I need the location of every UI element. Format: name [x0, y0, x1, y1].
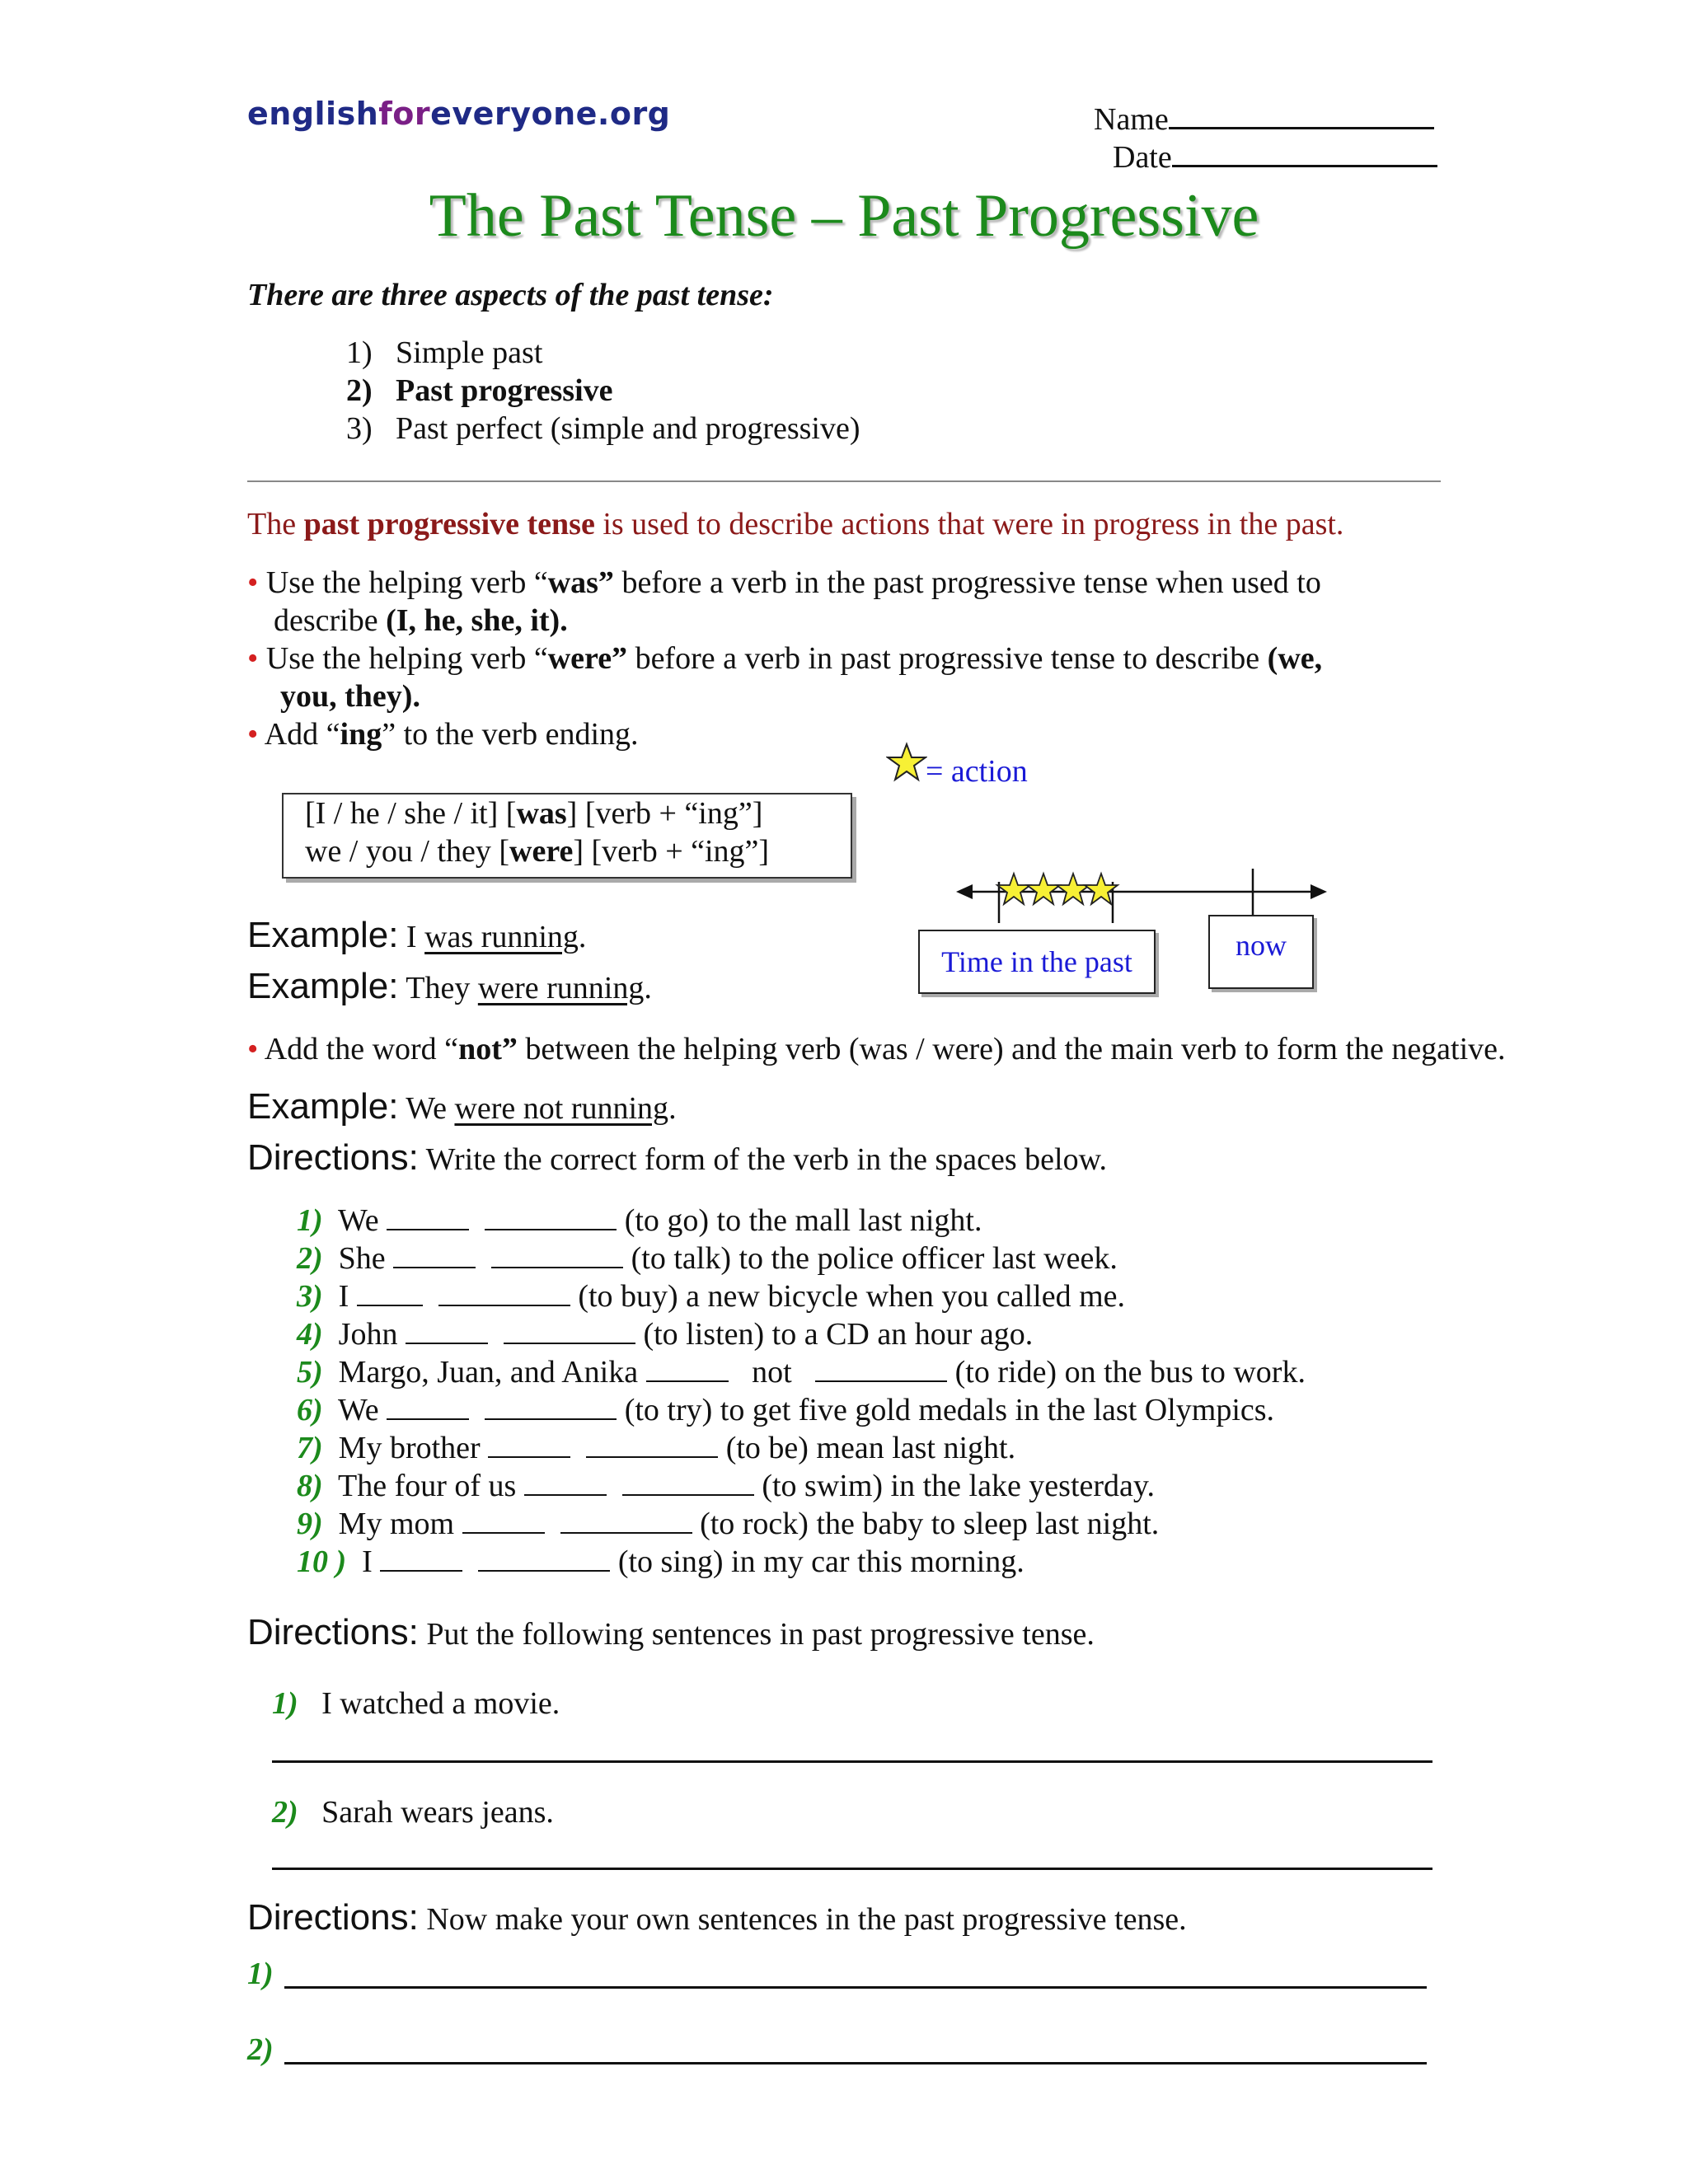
list-item: 8) The four of us (to swim) in the lake yesterday. [297, 1469, 1155, 1503]
blank-verb[interactable] [815, 1354, 947, 1382]
star-icon [997, 874, 1030, 904]
blank-helper[interactable] [406, 1316, 488, 1344]
blank-verb[interactable] [586, 1430, 718, 1458]
blank-verb[interactable] [622, 1468, 754, 1496]
formula-line-singular: [I / he / she / it] [was] [verb + “ing”] [305, 796, 763, 831]
answer-line[interactable] [272, 1760, 1432, 1763]
blank-helper[interactable] [393, 1240, 476, 1268]
blank-helper[interactable] [488, 1430, 570, 1458]
exercise-list [297, 1202, 1306, 1581]
star-icon [1027, 874, 1060, 904]
own-sentence-1: 1) [247, 1957, 274, 1991]
list-item: 1) We (to go) to the mall last night. [297, 1203, 982, 1238]
blank-helper[interactable] [524, 1468, 607, 1496]
date-field[interactable]: Date [1113, 135, 1437, 176]
list-item: 1) Simple past [346, 335, 543, 370]
answer-line[interactable] [272, 1868, 1432, 1870]
list-item: 9) My mom (to rock) the baby to sleep last night. [297, 1507, 1160, 1541]
directions-1: Directions: Write the correct form of the verb in the spaces below. [247, 1137, 1108, 1178]
legend-action: = action [926, 754, 1028, 789]
blank-verb[interactable] [485, 1392, 617, 1420]
answer-line[interactable] [284, 1986, 1427, 1989]
list-item: 3) Past perfect (simple and progressive) [346, 411, 860, 446]
page-title: The Past Tense – Past Progressive [429, 182, 1259, 250]
star-icon [1057, 874, 1090, 904]
list-item: 7) My brother (to be) mean last night. [297, 1431, 1016, 1465]
list-item: 6) We (to try) to get five gold medals in the last Olympics. [297, 1393, 1275, 1427]
blank-verb[interactable] [491, 1240, 623, 1268]
date-line [1172, 135, 1437, 167]
aspects-list [346, 334, 860, 448]
list-item: 3) I (to buy) a new bicycle when you called me. [297, 1279, 1126, 1314]
now-box: now [1208, 915, 1314, 989]
site-logo: englishforeveryone.org [247, 96, 671, 132]
star-icon [886, 742, 927, 783]
rewrite-item-1: 1) I watched a movie. [272, 1686, 560, 1721]
blank-verb[interactable] [478, 1544, 610, 1572]
blank-helper[interactable] [357, 1278, 423, 1306]
list-item: 4) John (to listen) to a CD an hour ago. [297, 1317, 1034, 1352]
list-item: 2) She (to talk) to the police officer last week. [297, 1241, 1118, 1276]
blank-helper[interactable] [387, 1392, 469, 1420]
blank-verb[interactable] [504, 1316, 635, 1344]
intro-subtitle: There are three aspects of the past tense: [247, 278, 774, 312]
name-field[interactable]: Name [1094, 97, 1434, 138]
rule-ing: • Add “ing” to the verb ending. [247, 717, 639, 752]
own-sentence-2: 2) [247, 2032, 274, 2067]
rule-was: • Use the helping verb “was” before a verb in the past progressive tense when used to describe (I, he, she, it). [247, 565, 1321, 638]
divider [247, 480, 1441, 482]
time-in-past-box: Time in the past [918, 930, 1156, 994]
timeline [956, 857, 1327, 923]
directions-2: Directions: Put the following sentences in past progressive tense. [247, 1612, 1095, 1652]
definition: The past progressive tense is used to describe actions that were in progress in the past. [247, 507, 1344, 541]
formula-line-plural: we / you / they [were] [verb + “ing”] [305, 834, 770, 869]
rule-not: • Add the word “not” between the helping verb (was / were) and the main verb to form the negative. [247, 1032, 1506, 1066]
list-item: 10 ) I (to sing) in my car this morning. [297, 1544, 1025, 1579]
example-1: Example: I was running. [247, 915, 587, 955]
rule-were: • Use the helping verb “were” before a verb in past progressive tense to describe (we, you, they). [247, 641, 1323, 714]
directions-3: Directions: Now make your own sentences in the past progressive tense. [247, 1897, 1187, 1938]
formula-box [282, 793, 852, 879]
blank-helper[interactable] [387, 1202, 469, 1230]
example-3: Example: We were not running. [247, 1086, 677, 1127]
rewrite-item-2: 2) Sarah wears jeans. [272, 1795, 554, 1830]
answer-line[interactable] [284, 2062, 1427, 2064]
list-item: 5) Margo, Juan, and Anika not (to ride) on the bus to work. [297, 1355, 1306, 1390]
list-item: 2) Past progressive [346, 373, 613, 408]
blank-helper[interactable] [646, 1354, 729, 1382]
blank-verb[interactable] [438, 1278, 570, 1306]
blank-helper[interactable] [462, 1506, 545, 1534]
example-2: Example: They were running. [247, 966, 652, 1006]
blank-helper[interactable] [380, 1544, 462, 1572]
name-line [1169, 97, 1434, 129]
blank-verb[interactable] [560, 1506, 692, 1534]
blank-verb[interactable] [485, 1202, 617, 1230]
